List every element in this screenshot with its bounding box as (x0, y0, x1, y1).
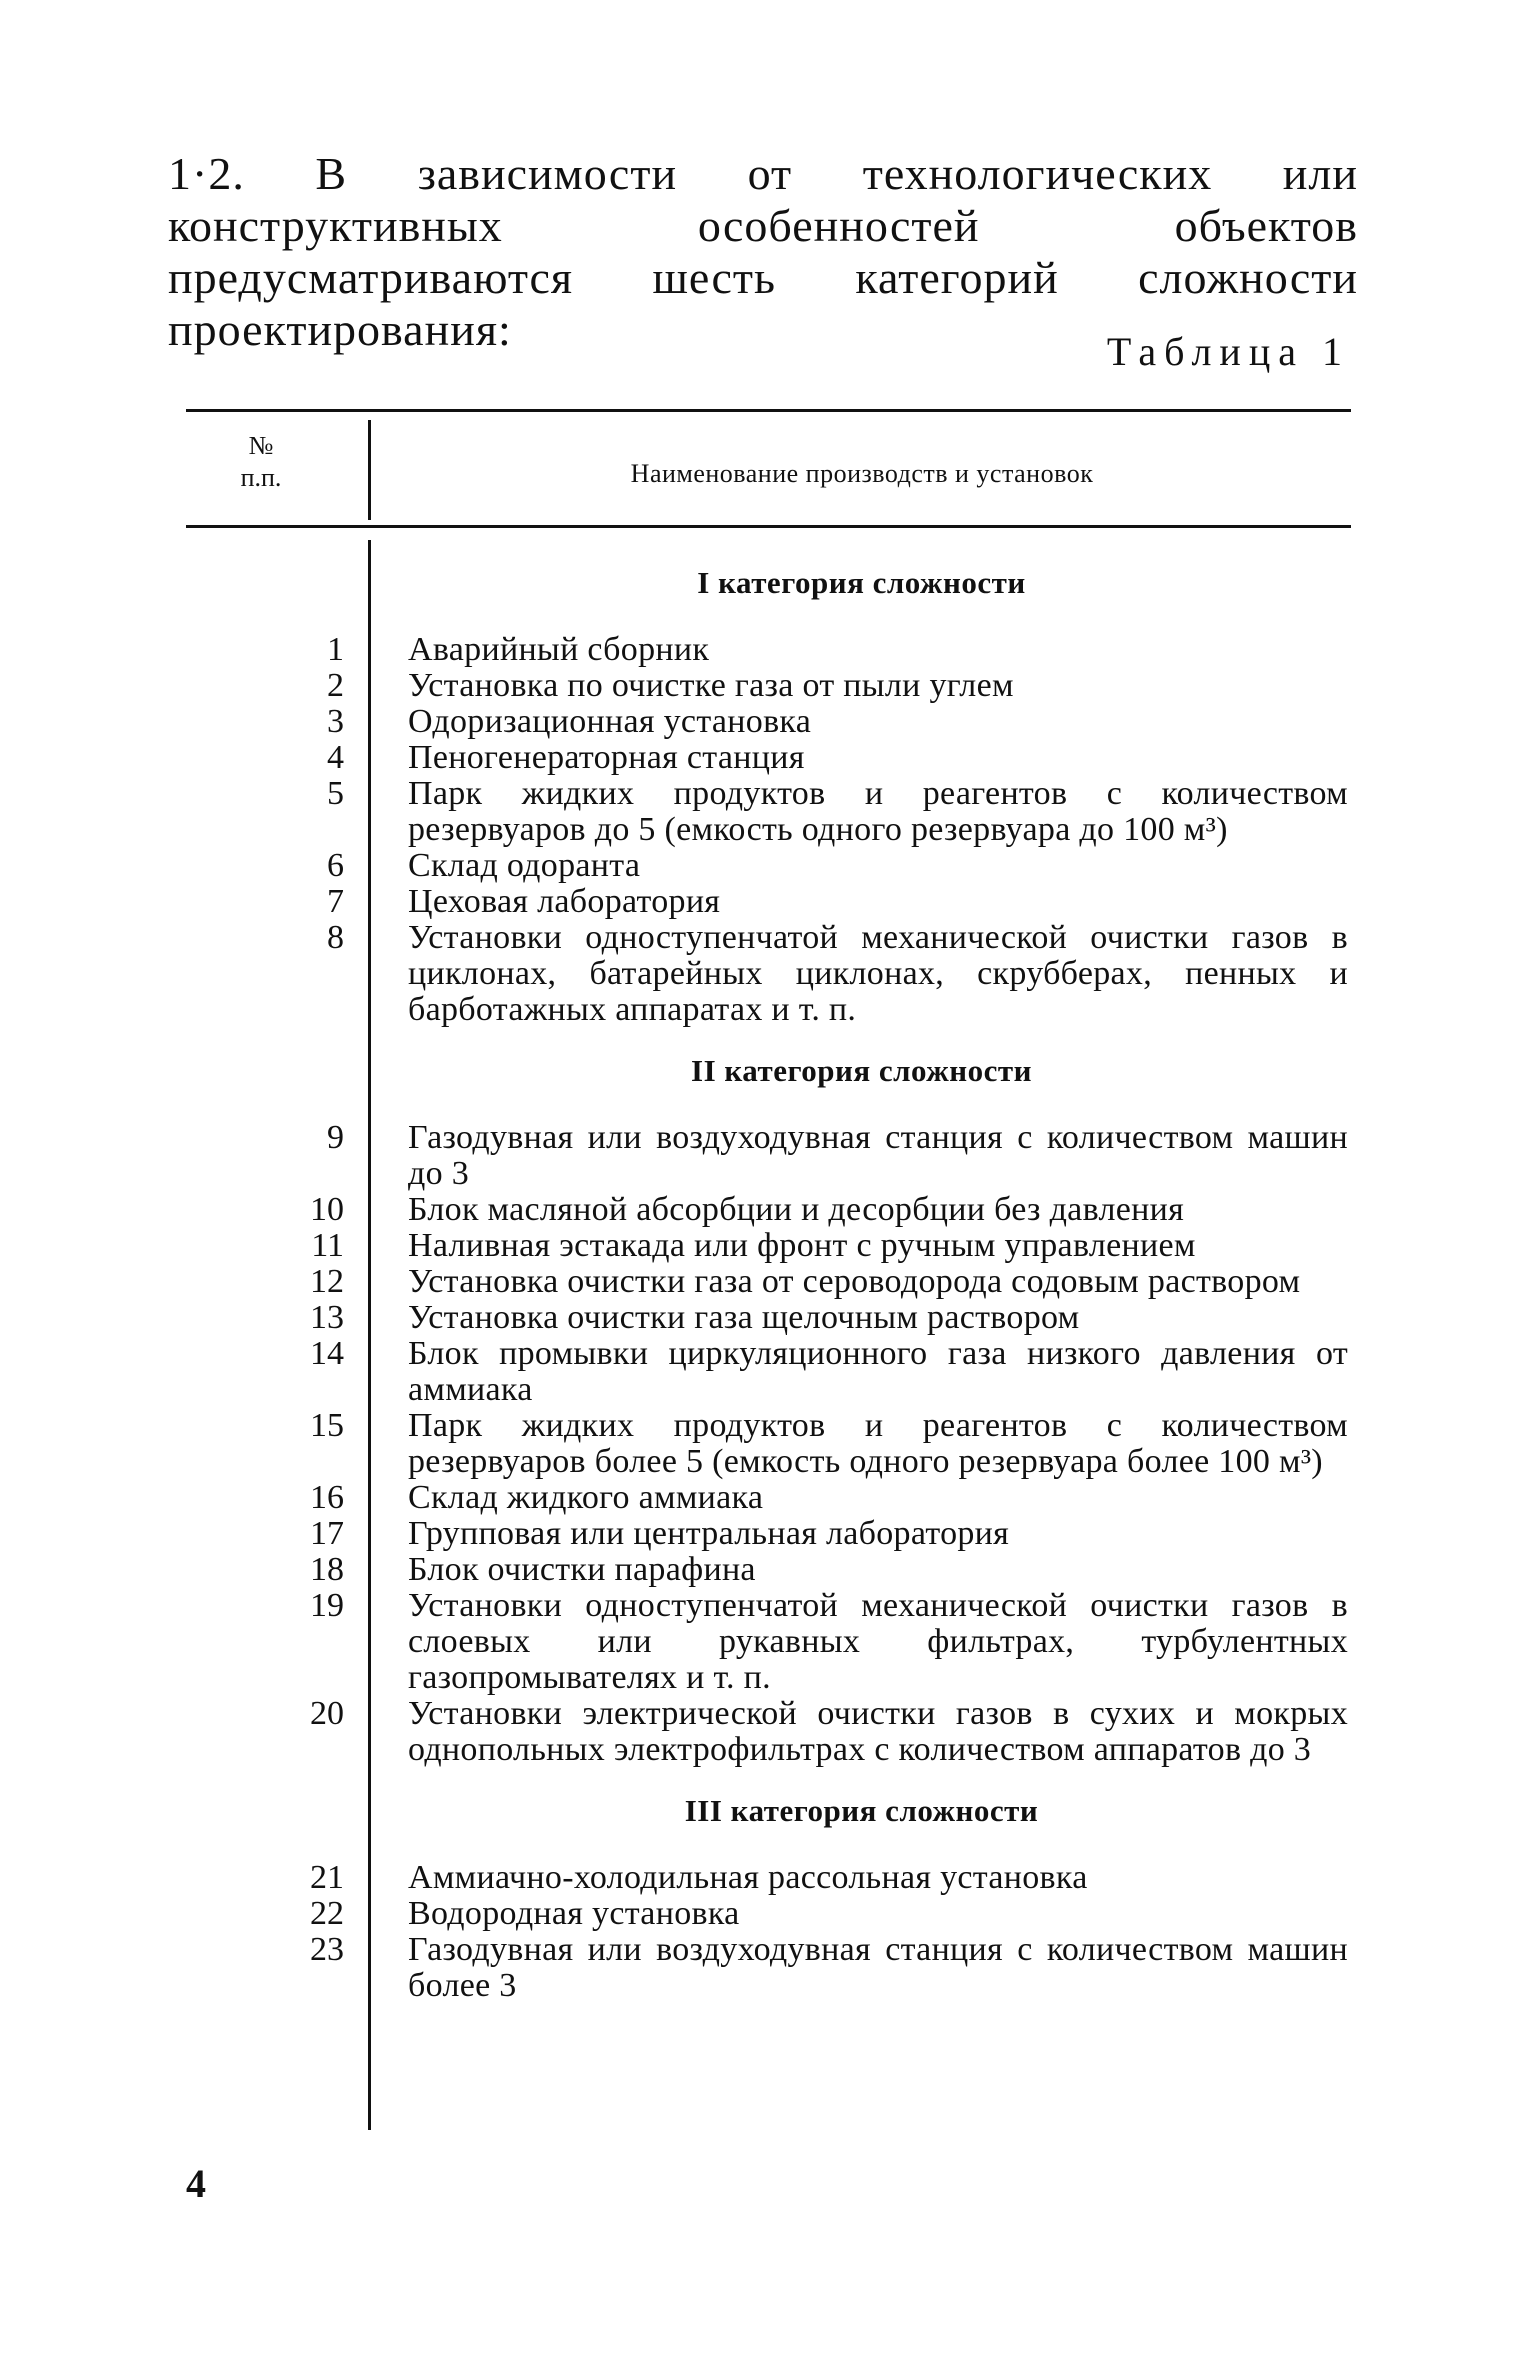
row-name: Парк жидких продуктов и реагентов с количеством резервуаров более 5 (емкость одного резервуара более 100 м³) (408, 1407, 1348, 1480)
row-name: Аммиачно-холодильная рассольная установка (408, 1859, 1088, 1896)
header-bottom-rule (186, 525, 1351, 528)
header-number-sign: № (248, 431, 274, 460)
table-body (186, 556, 1351, 2004)
row-number: 1 (327, 631, 344, 668)
table-row (186, 1588, 1351, 1696)
table-row (186, 1408, 1351, 1480)
row-number: 2 (327, 667, 344, 704)
table-row (186, 668, 1351, 704)
row-name: Установка очистки газа щелочным раствором (408, 1299, 1080, 1336)
table-row (186, 1264, 1351, 1300)
table-row (186, 1300, 1351, 1336)
table-row (186, 1336, 1351, 1408)
row-name: Установка по очистке газа от пыли углем (408, 667, 1014, 704)
table-row (186, 1696, 1351, 1768)
table-top-rule (186, 409, 1351, 412)
table-row (186, 740, 1351, 776)
row-name: Блок очистки парафина (408, 1551, 756, 1588)
row-name: Цеховая лаборатория (408, 883, 721, 920)
row-name: Блок промывки циркуляционного газа низкого давления от аммиака (408, 1335, 1348, 1408)
row-number: 18 (310, 1551, 344, 1588)
row-number: 11 (311, 1227, 344, 1264)
table-caption: Таблица 1 (1106, 329, 1350, 374)
header-number (186, 430, 336, 494)
row-number: 12 (310, 1263, 344, 1300)
row-number: 16 (310, 1479, 344, 1516)
row-name: Пеногенераторная станция (408, 739, 805, 776)
row-number: 7 (327, 883, 344, 920)
section-title: I категория сложности (697, 565, 1026, 600)
row-name: Установки одноступенчатой механической очистки газов в циклонах, батарейных циклонах, скрубберах, пенных и барботажных аппаратах и т. п. (408, 919, 1348, 1028)
row-number: 21 (310, 1859, 344, 1896)
table-row (186, 1120, 1351, 1192)
row-name: Аварийный сборник (408, 631, 710, 668)
row-name: Склад одоранта (408, 847, 641, 884)
table-row (186, 884, 1351, 920)
row-name: Установки электрической очистки газов в сухих и мокрых однопольных электрофильтрах с количеством аппаратов до 3 (408, 1695, 1348, 1768)
row-number: 14 (310, 1335, 344, 1372)
header-divider (368, 420, 371, 520)
row-number: 5 (327, 775, 344, 812)
row-name: Одоризационная установка (408, 703, 812, 740)
row-number: 15 (310, 1407, 344, 1444)
row-number: 10 (310, 1191, 344, 1228)
row-name: Склад жидкого аммиака (408, 1479, 764, 1516)
row-name: Установки одноступенчатой механической очистки газов в слоевых или рукавных фильтрах, турбулентных газопромывателях и т. п. (408, 1587, 1348, 1696)
row-number: 22 (310, 1895, 344, 1932)
table-row (186, 920, 1351, 1028)
table-row (186, 1860, 1351, 1896)
table-row (186, 632, 1351, 668)
header-number-abbr: п.п. (240, 463, 282, 492)
table-row (186, 1480, 1351, 1516)
header-name: Наименование производств и установок (630, 459, 1094, 488)
row-name: Групповая или центральная лаборатория (408, 1515, 1010, 1552)
row-number: 20 (310, 1695, 344, 1732)
row-number: 23 (310, 1931, 344, 1968)
table-row (186, 1192, 1351, 1228)
row-name: Газодувная или воздуходувная станция с количеством машин более 3 (408, 1931, 1348, 2004)
row-name: Парк жидких продуктов и реагентов с количеством резервуаров до 5 (емкость одного резервуара до 100 м³) (408, 775, 1348, 848)
row-name: Блок масляной абсорбции и десорбции без давления (408, 1191, 1185, 1228)
table-row (186, 1228, 1351, 1264)
intro-paragraph: 1·2. В зависимости от технологических или конструктивных особенностей объектов предусматриваются шесть категорий сложности проектирования: (168, 148, 1358, 355)
row-number: 4 (327, 739, 344, 776)
row-number: 9 (327, 1119, 344, 1156)
row-name: Газодувная или воздуходувная станция с количеством машин до 3 (408, 1119, 1348, 1192)
page-number: 4 (186, 2161, 206, 2206)
row-name: Установка очистки газа от сероводорода содовым раствором (408, 1263, 1301, 1300)
row-number: 19 (310, 1587, 344, 1624)
row-name: Водородная установка (408, 1895, 740, 1932)
table-row (186, 1552, 1351, 1588)
row-number: 8 (327, 919, 344, 956)
table-row (186, 704, 1351, 740)
row-name: Наливная эстакада или фронт с ручным управлением (408, 1227, 1196, 1264)
table-row (186, 776, 1351, 848)
table-row (186, 848, 1351, 884)
section-title: III категория сложности (684, 1793, 1039, 1828)
row-number: 6 (327, 847, 344, 884)
row-number: 13 (310, 1299, 344, 1336)
table-row (186, 1516, 1351, 1552)
table-row (186, 1896, 1351, 1932)
table-row (186, 1932, 1351, 2004)
section-title: II категория сложности (691, 1053, 1032, 1088)
row-number: 17 (310, 1515, 344, 1552)
row-number: 3 (327, 703, 344, 740)
